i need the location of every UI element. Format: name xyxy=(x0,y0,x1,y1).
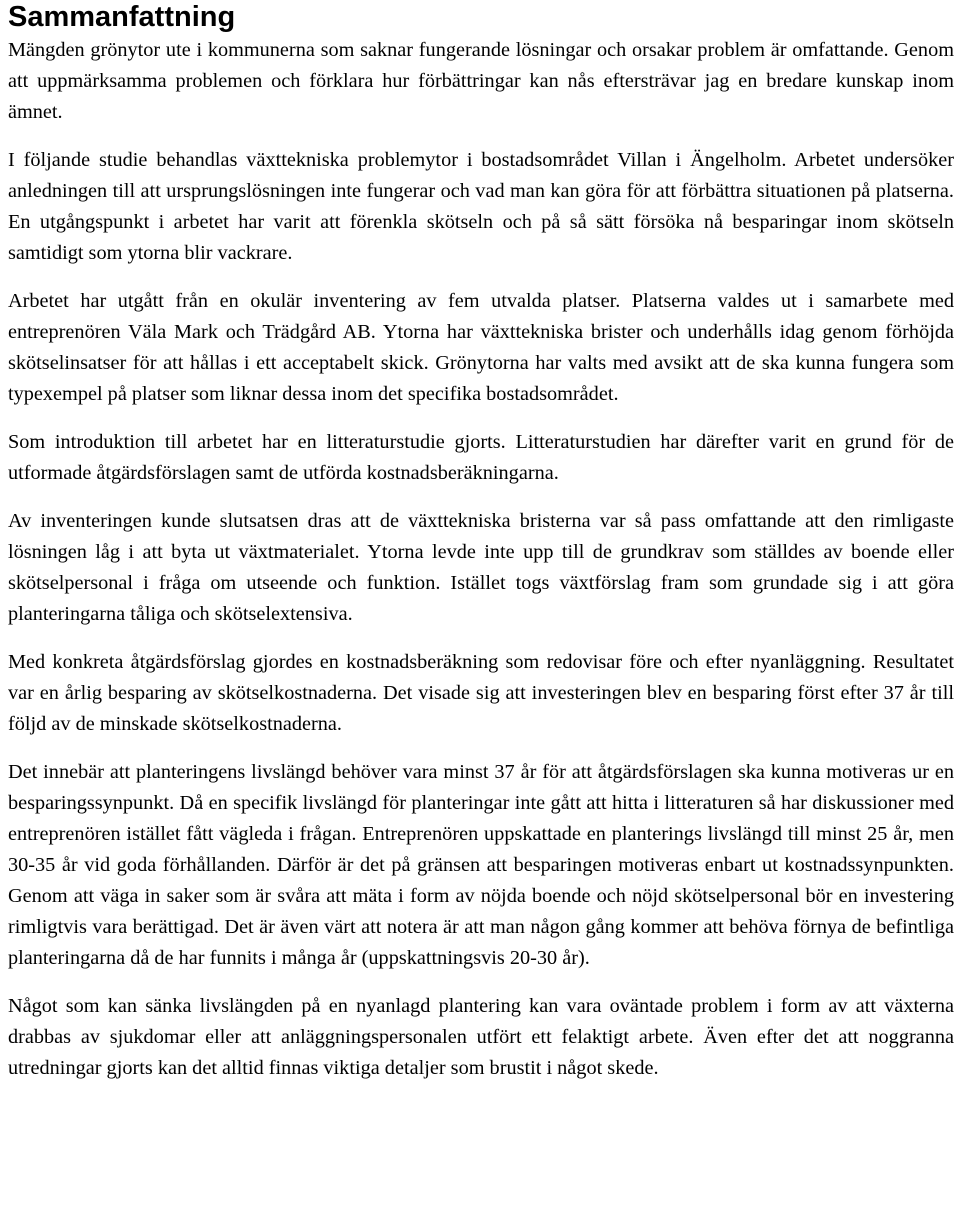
paragraph-intro: Mängden grönytor ute i kommunerna som saknar fungerande lösningar och orsakar problem är omfattande. Genom att uppmärksamma problemen och förklara hur förbättringar kan nås eftersträvar jag en bredare kunskap inom ämnet. xyxy=(8,39,954,123)
paragraph-lifespan: Det innebär att planteringens livslängd behöver vara minst 37 år för att åtgärdsförslagen ska kunna motiveras ur en besparingssynpunkt. Då en specifik livslängd för planteringar inte gått att hitta i litteraturen så har diskussioner med entreprenören istället fått vägleda i frågan. Entreprenören uppskattade en planterings livslängd till minst 25 år, men 30-35 år vid goda förhållanden. Därför är det på gränsen att besparingen motiveras enbart ut kostnadssynpunkten. Genom att väga in saker som är svåra att mäta i form av nöjda boende och nöjd skötselpersonal bör en investering rimligtvis vara berättigad. Det är även värt att notera är att man någon gång kommer att behöva förnya de befintliga planteringarna då de har funnits i många år (uppskattningsvis 20-30 år). xyxy=(8,761,954,969)
paragraph-study-scope: I följande studie behandlas växttekniska problemytor i bostadsområdet Villan i Ängelholm. Arbetet undersöker anledningen till att ursprungslösningen inte fungerar och vad man kan göra för att förbättra situationen på platserna. En utgångspunkt i arbetet har varit att förenkla skötseln och på så sätt försöka nå besparingar inom skötseln samtidigt som ytorna blir vackrare. xyxy=(8,149,954,264)
section-heading: Sammanfattning xyxy=(8,1,236,33)
paragraph-risks: Något som kan sänka livslängden på en nyanlagd plantering kan vara oväntade problem i form av att växterna drabbas av sjukdomar eller att anläggningspersonalen utfört ett felaktigt arbete. Även efter det att noggranna utredningar gjorts kan det alltid finnas viktiga detaljer som brustit i något skede. xyxy=(8,995,954,1079)
paragraph-cost: Med konkreta åtgärdsförslag gjordes en kostnadsberäkning som redovisar före och efter nyanläggning. Resultatet var en årlig besparing av skötselkostnaderna. Det visade sig att investeringen blev en besparing först efter 37 år till följd av de minskade skötselkostnaderna. xyxy=(8,651,954,735)
paragraph-literature: Som introduktion till arbetet har en litteraturstudie gjorts. Litteraturstudien har därefter varit en grund för de utformade åtgärdsförslagen samt de utförda kostnadsberäkningarna. xyxy=(8,431,954,484)
paragraph-inventory: Arbetet har utgått från en okulär inventering av fem utvalda platser. Platserna valdes ut i samarbete med entreprenören Väla Mark och Trädgård AB. Ytorna har växttekniska brister och underhålls idag genom förhöjda skötselinsatser för att hållas i ett acceptabelt skick. Grönytorna har valts med avsikt att de ska kunna fungera som typexempel på platser som liknar dessa inom det specifika bostadsområdet. xyxy=(8,290,954,405)
paragraph-conclusion: Av inventeringen kunde slutsatsen dras att de växttekniska bristerna var så pass omfattande att den rimligaste lösningen låg i att byta ut växtmaterialet. Ytorna levde inte upp till de grundkrav som ställdes av boende eller skötselpersonal i fråga om utseende och funktion. Istället togs växtförslag fram som grundade sig i att göra planteringarna tåliga och skötselextensiva. xyxy=(8,510,954,625)
